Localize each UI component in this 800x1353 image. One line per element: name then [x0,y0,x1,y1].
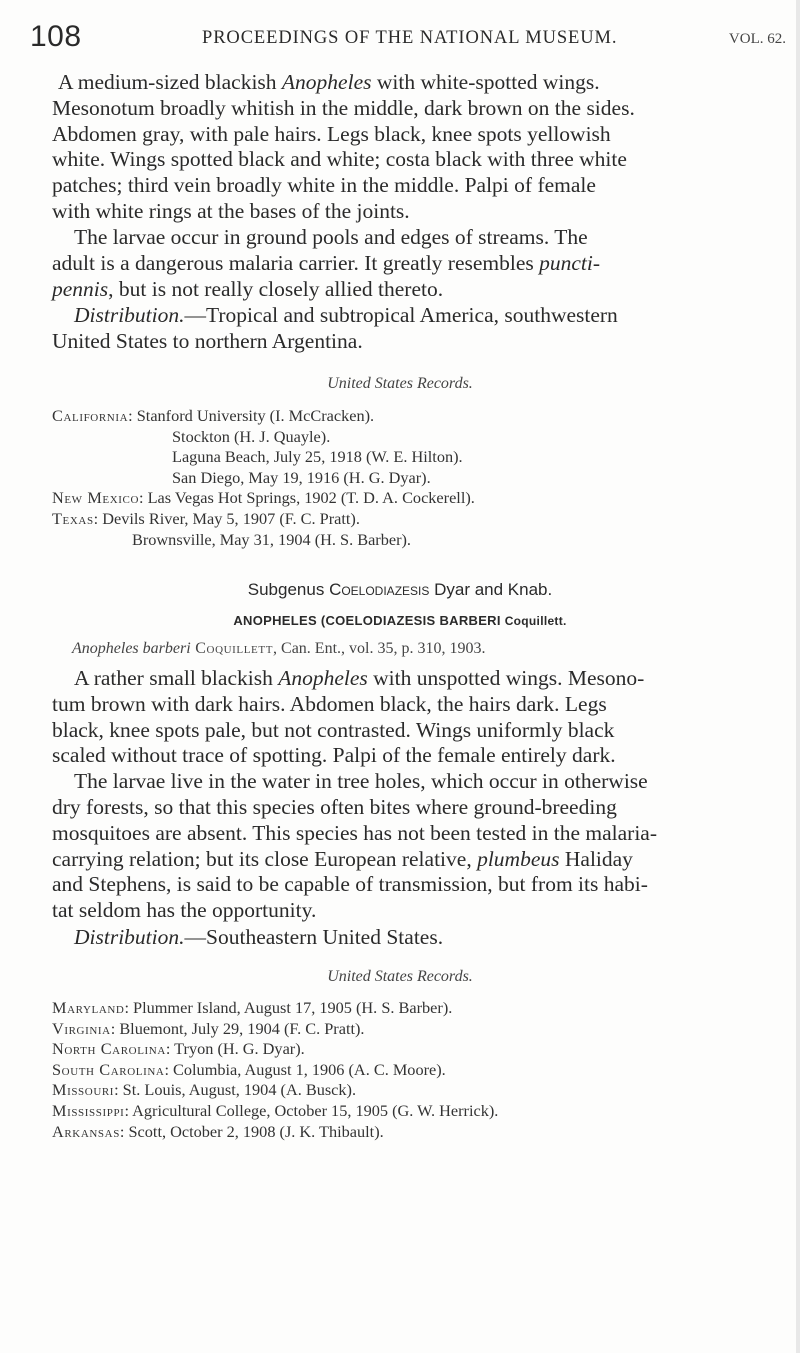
text-span: pennis [52,276,109,301]
record-line [52,1101,792,1122]
text-span: Missouri [52,1080,115,1100]
text-span: Coquillett. [504,614,567,628]
text-span: California [52,406,129,425]
text-span: : Plummer Island, August 17, 1905 (H. S. Barber). [124,998,453,1017]
page-edge [796,0,800,1353]
record-line [52,998,792,1019]
desc-line: Abdomen gray, with pale hairs. Legs black, knee spots yellowish [52,121,611,146]
text-span: Texas [52,508,94,528]
text-span: : Columbia, August 1, 1906 (A. C. Moore). [164,1059,446,1079]
text-span: : Tryon (H. G. Dyar). [165,1039,305,1059]
text-span: Distribution. [74,925,185,949]
text-span: mosquitoes are absent. This species has not been tested in the malaria- [52,820,658,845]
record-line: San Diego, May 19, 1916 (H. G. Dyar). [172,467,431,487]
text-span: plumbeus [477,846,560,871]
text-span [52,666,792,692]
text-span: scaled without trace of spotting. Palpi of the female entirely dark. [52,743,616,768]
text-span: Subgenus [247,580,330,599]
record-line [52,1039,792,1060]
text-span: Coelodiazesis [329,580,430,599]
text-span: North Carolina [52,1039,166,1059]
text-span [52,847,792,873]
distribution-label: Distribution. [74,303,185,327]
records-heading-2: United States Records. [327,968,473,985]
text-span [52,277,792,303]
desc-line: with white rings at the bases of the joints. [52,198,410,223]
text-span: adult is a dangerous malaria carrier. It greatly resembles [52,250,540,275]
text-span: dry forests, so that this species often bites where ground-breeding [52,794,617,819]
page-number: 108 [30,20,82,53]
text-span: with unspotted wings. Mesono- [367,666,645,690]
text-span [52,303,792,329]
text-span: : Agricultural College, October 15, 1905 (G. W. Herrick). [124,1100,499,1120]
text-span: black, knee spots pale, but not contrasted. Wings uniformly black [52,717,615,742]
text-span: —Southeastern United States. [184,925,444,949]
text-span: A medium-sized blackish [58,70,282,94]
larvae-paragraph [52,225,792,302]
text-span: puncti- [539,250,601,275]
text-span: tat seldom has the opportunity. [52,898,317,923]
record-line [52,1019,792,1040]
text-span: New Mexico [52,488,140,508]
records-list-2 [52,998,792,1142]
desc-line: Mesonotum broadly whitish in the middle, dark brown on the sides. [52,95,635,120]
text-span: : Las Vegas Hot Springs, 1902 (T. D. A. Cockerell). [139,488,475,508]
text-span: , but is not really closely allied thereto. [108,276,444,301]
page-header [30,20,800,60]
record-line: Laguna Beach, July 25, 1918 (W. E. Hilton). [172,447,463,467]
text-span: Arkansas [52,1121,120,1141]
text-span: : St. Louis, August, 1904 (A. Busck). [114,1080,357,1100]
text-span: Mississippi [52,1100,125,1120]
text-span: : Devils River, May 5, 1907 (F. C. Pratt). [93,508,360,528]
text-span: and Stephens, is said to be capable of transmission, but from its habi- [52,872,648,897]
subgenus-heading [0,580,800,600]
text-span [52,70,792,96]
records-heading: United States Records. [327,375,473,392]
text-span: Anopheles barberi [72,640,191,657]
text-span: The larvae occur in ground pools and edges of streams. The [74,225,588,249]
text-span: The larvae live in the water in tree holes, which occur in otherwise [74,769,648,794]
text-span [52,251,792,277]
record-line [52,1060,792,1081]
species-heading [0,613,800,628]
genus-name: Anopheles [281,70,372,94]
text-span: Anopheles [278,666,368,690]
record-line [52,509,792,530]
text-span: carrying relation; but its close European relative, [52,846,478,871]
text-span: Dyar and Knab. [429,580,553,599]
text-span: A rather small blackish [74,666,279,690]
text-span: tum brown with dark hairs. Abdomen black, the hairs dark. Legs [52,691,607,716]
text-span: : Scott, October 2, 1908 (J. K. Thibault). [119,1121,384,1141]
text-span: Virginia [52,1018,111,1038]
text-span: ANOPHELES (COELODIAZESIS BARBERI [233,613,501,628]
text-span: Coquillett [190,640,274,657]
distribution-2 [52,925,792,951]
record-line [52,1080,792,1101]
record-line [52,488,792,509]
text-span: , Can. Ent., vol. 35, p. 310, 1903. [273,640,486,657]
desc-line: white. Wings spotted black and white; costa black with three white [52,147,627,172]
text-span: : Stanford University (I. McCracken). [128,406,375,425]
text-span: South Carolina [52,1059,165,1079]
text-span: United States to northern Argentina. [52,328,363,353]
text-span: Haliday [559,846,633,871]
running-title: PROCEEDINGS OF THE NATIONAL MUSEUM. [202,28,618,48]
text-span: Maryland [52,998,125,1017]
barberi-description [52,666,792,924]
volume-label: VOL. 62. [728,31,786,47]
text-span [52,925,792,951]
records-list-1 [52,406,792,550]
record-line [52,406,792,427]
record-line: Brownsville, May 31, 1904 (H. S. Barber). [132,529,412,549]
record-line [52,1122,792,1143]
record-line: Stockton (H. J. Quayle). [172,426,331,446]
text-span: with white-spotted wings. [371,70,600,94]
text-span: —Tropical and subtropical America, southwestern [184,303,618,327]
distribution-1 [52,303,792,355]
text-span: : Bluemont, July 29, 1904 (F. C. Pratt). [110,1018,365,1038]
reference-citation [52,640,800,658]
top-description [52,70,792,225]
desc-line: patches; third vein broadly white in the middle. Palpi of female [52,173,596,198]
